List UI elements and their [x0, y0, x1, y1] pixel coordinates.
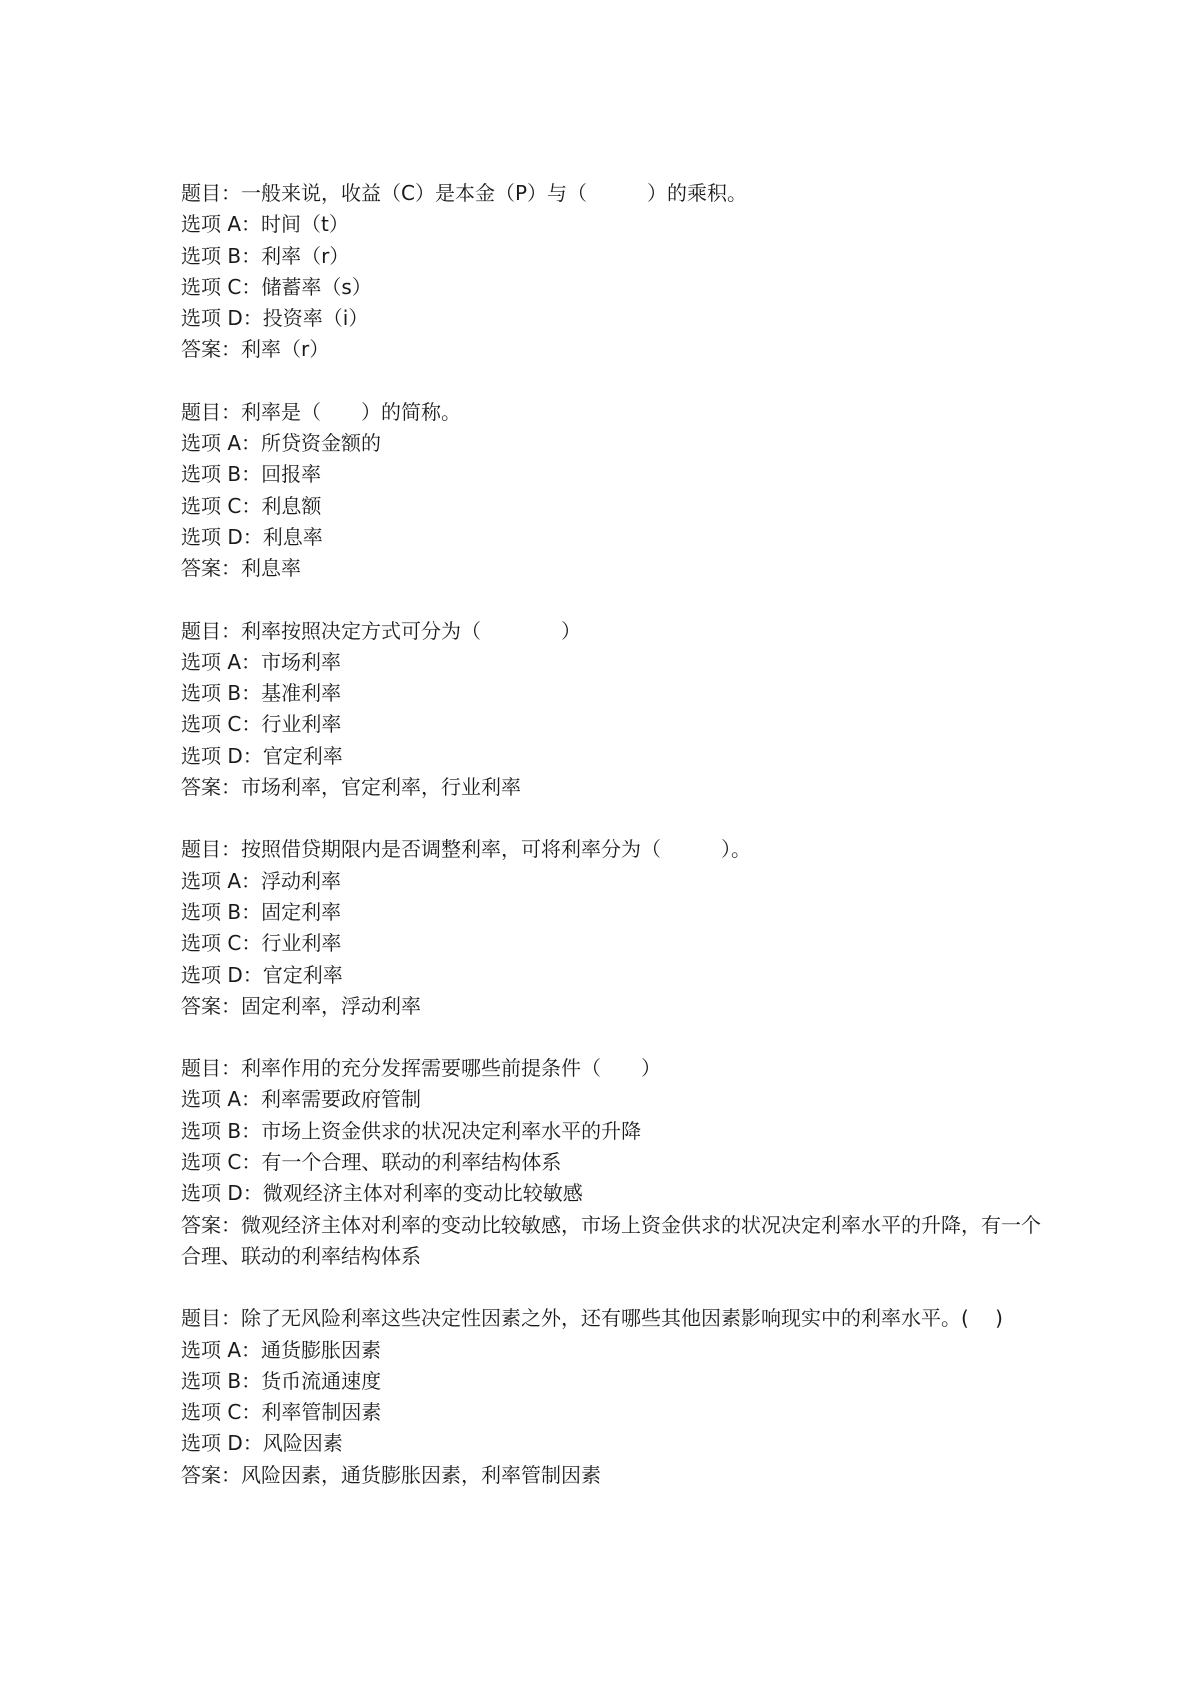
question-text: 题目：按照借贷期限内是否调整利率，可将利率分为（ ）。: [181, 837, 751, 862]
option-c: 选项 C：储蓄率（s）: [181, 274, 372, 299]
option-a: 选项 A：市场利率: [181, 649, 342, 674]
option-d: 选项 D：官定利率: [181, 962, 343, 987]
question-block-4: [181, 834, 1041, 1022]
option-b: 选项 B：回报率: [181, 462, 322, 487]
option-c: 选项 C：行业利率: [181, 712, 342, 737]
question-text: 题目：利率按照决定方式可分为（ ）: [181, 618, 581, 643]
option-a: 选项 A：通货膨胀因素: [181, 1337, 382, 1362]
question-block-2: [181, 397, 1041, 585]
question-text: 题目：利率是（ ）的简称。: [181, 399, 461, 424]
option-c: 选项 C：行业利率: [181, 931, 342, 956]
question-block-1: [181, 178, 1041, 366]
option-a: 选项 A：利率需要政府管制: [181, 1087, 422, 1112]
option-d: 选项 D：利息率: [181, 524, 323, 549]
answer-text: 答案：利率（r）: [181, 337, 330, 362]
question-text: 题目：一般来说，收益（C）是本金（P）与（ ）的乘积。: [181, 181, 748, 205]
answer-text: 答案：固定利率，浮动利率: [181, 993, 421, 1018]
option-b: 选项 B：市场上资金供求的状况决定利率水平的升降: [181, 1118, 642, 1143]
option-a: 选项 A：所贷资金额的: [181, 431, 382, 456]
option-d: 选项 D：官定利率: [181, 743, 343, 768]
answer-text: 答案：利息率: [181, 556, 301, 581]
option-c: 选项 C：有一个合理、联动的利率结构体系: [181, 1150, 562, 1175]
option-a: 选项 A：时间（t）: [181, 212, 349, 237]
answer-text: 答案：市场利率，官定利率，行业利率: [181, 775, 521, 800]
answer-text: 答案：微观经济主体对利率的变动比较敏感，市场上资金供求的状况决定利率水平的升降，有一个合理、联动的利率结构体系: [181, 1212, 1041, 1268]
question-block-6: [181, 1303, 1041, 1491]
option-b: 选项 B：货币流通速度: [181, 1368, 382, 1393]
option-b: 选项 B：利率（r）: [181, 243, 350, 268]
option-c: 选项 C：利率管制因素: [181, 1400, 382, 1425]
option-b: 选项 B：基准利率: [181, 681, 342, 706]
option-d: 选项 D：风险因素: [181, 1431, 343, 1456]
option-c: 选项 C：利息额: [181, 493, 322, 518]
question-block-3: [181, 616, 1041, 804]
question-block-5: [181, 1053, 1041, 1272]
question-list: [181, 178, 1041, 1522]
question-text: 题目：除了无风险利率这些决定性因素之外，还有哪些其他因素影响现实中的利率水平。( ): [181, 1306, 1003, 1331]
option-d: 选项 D：投资率（i）: [181, 306, 369, 331]
option-b: 选项 B：固定利率: [181, 899, 342, 924]
question-text: 题目：利率作用的充分发挥需要哪些前提条件（ ）: [181, 1056, 661, 1081]
option-d: 选项 D：微观经济主体对利率的变动比较敏感: [181, 1181, 583, 1206]
option-a: 选项 A：浮动利率: [181, 868, 342, 893]
answer-text: 答案：风险因素，通货膨胀因素，利率管制因素: [181, 1462, 601, 1487]
